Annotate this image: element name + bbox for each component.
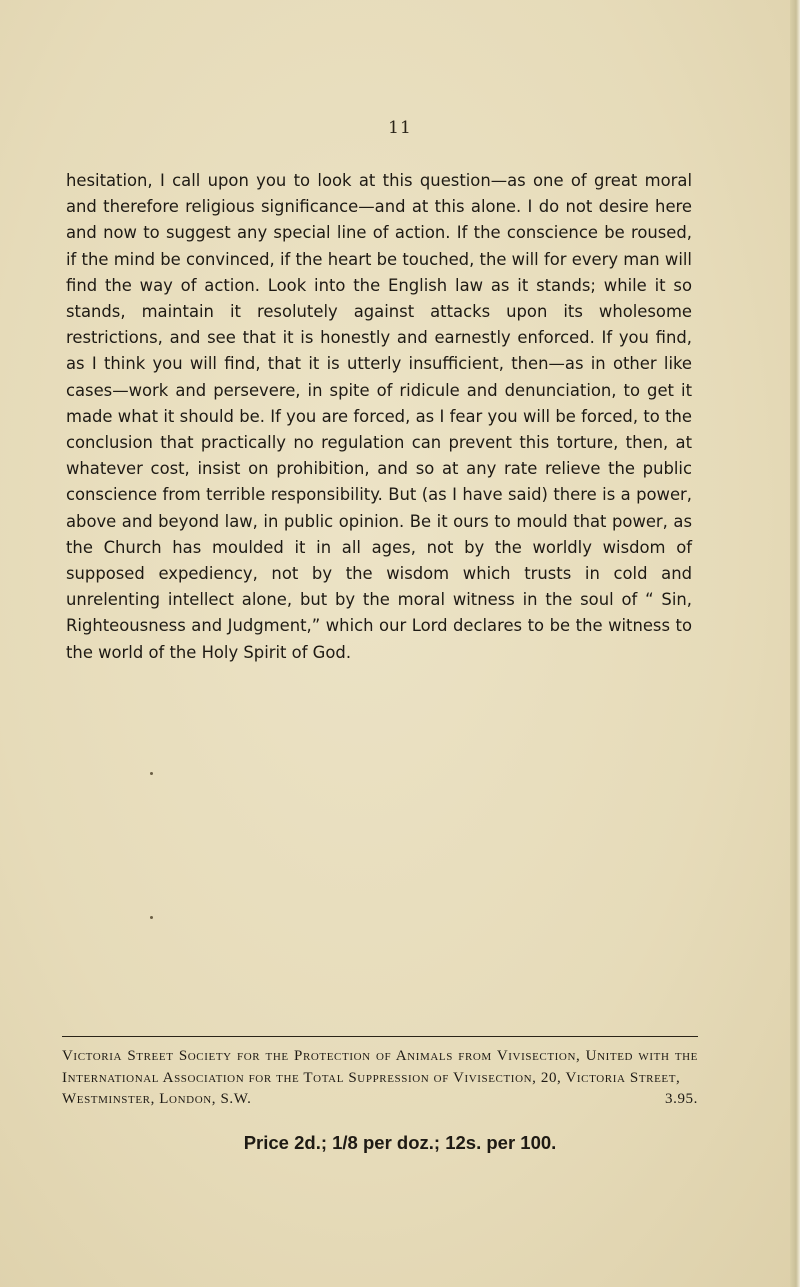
price-line: Price 2d.; 1/8 per doz.; 12s. per 100. xyxy=(243,1132,557,1153)
imprint-text: Victoria Street Society for the Protection of Animals from Vivisection, United with the International Association for the Total Suppression of Vivisection, 20, Victoria Street, xyxy=(62,1048,698,1086)
divider-rule xyxy=(62,1036,698,1037)
imprint-code: 3.95. xyxy=(665,1091,698,1107)
paper-speck xyxy=(150,916,153,919)
page-edge xyxy=(790,0,800,1287)
body-paragraph: hesitation, I call upon you to look at this question—as one of great moral and therefore religious significance—and at this alone. I do not desire here and now to suggest any special line of action. If the conscience be roused, if the mind be convinced, if the heart be touched, the will for every man will find the way of action. Look into the English law as it stands; while it so stands, maintain it resolutely against attacks upon its wholesome restrictions, and see that it is honestly and earnestly enforced. If you find, as I think you will find, that it is utterly insufficient, then—as in other like cases—work and persevere, in spite of ridicule and denunciation, to get it made what it should be. If you are forced, as I fear you will be forced, to the conclusion that practically no regulation can prevent this torture, then, at whatever cost, insist on prohibition, and so at any rate relieve the public conscience from terrible responsibility. But (as I have said) there is a power, above and beyond law, in public opinion. Be it ours to mould that power, as the Church has moulded it in all ages, not by the worldly wisdom of supposed expediency, not by the wisdom which trusts in cold and unrelenting intellect alone, but by the moral witness in the soul of “ Sin, Righteousness and Judgment,” which our Lord declares to be the witness to the world of the Holy Spirit of God. xyxy=(66,171,692,662)
imprint-address: Westminster, London, S.W. xyxy=(62,1091,252,1107)
page-number: 11 xyxy=(388,118,412,138)
imprint-last-line xyxy=(62,1089,698,1111)
paper-speck xyxy=(150,772,153,775)
publisher-imprint xyxy=(62,1046,698,1111)
